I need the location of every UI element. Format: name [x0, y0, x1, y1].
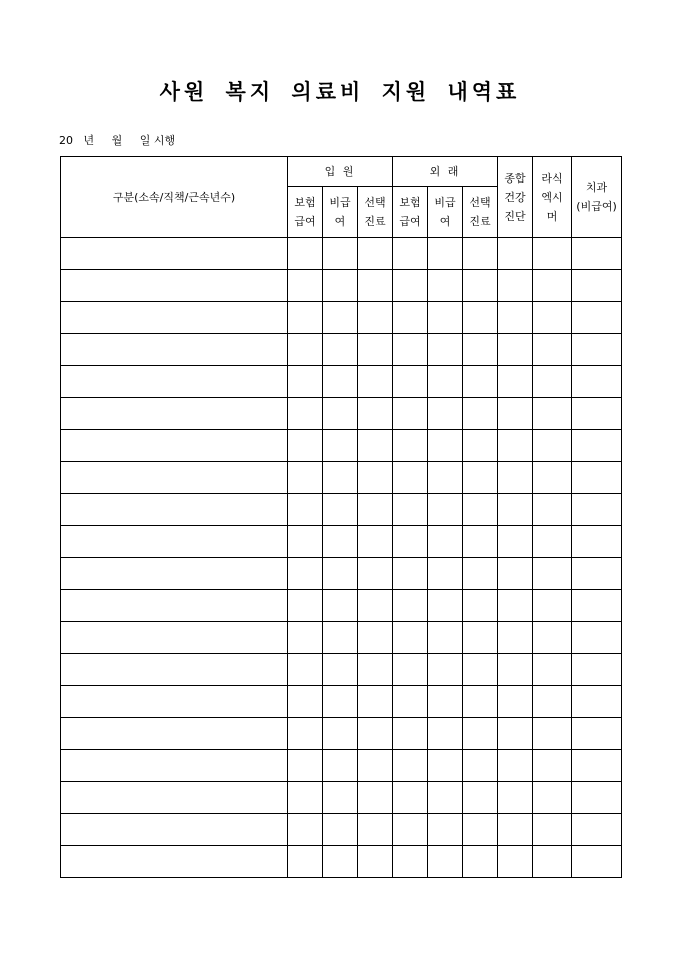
- inpatient-noncovered-cell[interactable]: [323, 334, 358, 366]
- table-row: [61, 302, 622, 334]
- dental-cell[interactable]: [572, 462, 622, 494]
- dental-cell[interactable]: [572, 590, 622, 622]
- outpatient-noncovered-cell[interactable]: [428, 494, 463, 526]
- health-checkup-cell[interactable]: [498, 686, 533, 718]
- table-row: [61, 718, 622, 750]
- outpatient-insured-cell[interactable]: [393, 238, 428, 270]
- health-checkup-cell[interactable]: [498, 622, 533, 654]
- inpatient-insured-cell[interactable]: [288, 366, 323, 398]
- effective-date-line: 20 년 월 일 시행: [59, 134, 176, 147]
- outpatient-header: 외 래: [393, 157, 498, 187]
- health-checkup-header: [498, 157, 533, 238]
- table-row: [61, 494, 622, 526]
- health-checkup-cell[interactable]: [498, 462, 533, 494]
- health-checkup-cell[interactable]: [498, 302, 533, 334]
- outpatient-insured-cell[interactable]: [393, 590, 428, 622]
- category-cell[interactable]: [61, 398, 288, 430]
- outpatient-noncovered-cell[interactable]: [428, 430, 463, 462]
- inpatient-noncovered-cell[interactable]: [323, 366, 358, 398]
- inpatient-elective-cell[interactable]: [358, 430, 393, 462]
- lasik-cell[interactable]: [533, 558, 572, 590]
- dental-cell[interactable]: [572, 398, 622, 430]
- dental-cell[interactable]: [572, 718, 622, 750]
- inpatient-elective-cell[interactable]: [358, 238, 393, 270]
- outpatient-elective-cell[interactable]: [463, 558, 498, 590]
- inpatient-insured-line2: 급여: [294, 215, 316, 228]
- inpatient-elective-cell[interactable]: [358, 718, 393, 750]
- outpatient-elective-cell[interactable]: [463, 430, 498, 462]
- inpatient-elective-line1: 선택: [364, 196, 386, 209]
- inpatient-insured-cell[interactable]: [288, 846, 323, 878]
- inpatient-elective-header: [358, 187, 393, 238]
- category-cell[interactable]: [61, 718, 288, 750]
- lasik-cell[interactable]: [533, 686, 572, 718]
- inpatient-insured-cell[interactable]: [288, 334, 323, 366]
- lasik-cell[interactable]: [533, 750, 572, 782]
- outpatient-noncovered-cell[interactable]: [428, 526, 463, 558]
- outpatient-elective-cell[interactable]: [463, 526, 498, 558]
- lasik-cell[interactable]: [533, 430, 572, 462]
- dental-cell[interactable]: [572, 494, 622, 526]
- inpatient-insured-cell[interactable]: [288, 462, 323, 494]
- lasik-line3: 머: [546, 209, 558, 223]
- category-cell[interactable]: [61, 238, 288, 270]
- inpatient-elective-cell[interactable]: [358, 270, 393, 302]
- health-checkup-cell[interactable]: [498, 846, 533, 878]
- outpatient-insured-cell[interactable]: [393, 334, 428, 366]
- table-row: [61, 334, 622, 366]
- lasik-cell[interactable]: [533, 718, 572, 750]
- inpatient-elective-cell[interactable]: [358, 846, 393, 878]
- health-checkup-cell[interactable]: [498, 526, 533, 558]
- lasik-cell[interactable]: [533, 654, 572, 686]
- outpatient-elective-cell[interactable]: [463, 302, 498, 334]
- lasik-cell[interactable]: [533, 334, 572, 366]
- inpatient-insured-header: [288, 187, 323, 238]
- dental-cell[interactable]: [572, 686, 622, 718]
- outpatient-insured-cell[interactable]: [393, 846, 428, 878]
- inpatient-elective-line2: 진료: [364, 215, 386, 228]
- inpatient-noncovered-cell[interactable]: [323, 398, 358, 430]
- inpatient-insured-cell[interactable]: [288, 398, 323, 430]
- category-cell[interactable]: [61, 782, 288, 814]
- table-row: [61, 398, 622, 430]
- inpatient-insured-cell[interactable]: [288, 430, 323, 462]
- outpatient-noncovered-cell[interactable]: [428, 750, 463, 782]
- lasik-cell[interactable]: [533, 814, 572, 846]
- outpatient-elective-cell[interactable]: [463, 750, 498, 782]
- inpatient-noncovered-line2: 여: [334, 215, 346, 228]
- lasik-line2: 엑시: [541, 190, 563, 204]
- inpatient-insured-cell[interactable]: [288, 654, 323, 686]
- dental-cell[interactable]: [572, 238, 622, 270]
- category-cell[interactable]: [61, 686, 288, 718]
- outpatient-noncovered-cell[interactable]: [428, 686, 463, 718]
- table-row: [61, 750, 622, 782]
- outpatient-insured-cell[interactable]: [393, 398, 428, 430]
- outpatient-insured-cell[interactable]: [393, 430, 428, 462]
- outpatient-noncovered-cell[interactable]: [428, 334, 463, 366]
- table-row: [61, 526, 622, 558]
- outpatient-noncovered-cell[interactable]: [428, 590, 463, 622]
- outpatient-noncovered-cell[interactable]: [428, 622, 463, 654]
- table-row: [61, 462, 622, 494]
- inpatient-insured-cell[interactable]: [288, 782, 323, 814]
- outpatient-noncovered-cell[interactable]: [428, 558, 463, 590]
- table-row: [61, 846, 622, 878]
- outpatient-noncovered-cell[interactable]: [428, 782, 463, 814]
- outpatient-noncovered-cell[interactable]: [428, 462, 463, 494]
- inpatient-elective-cell[interactable]: [358, 462, 393, 494]
- health-checkup-cell[interactable]: [498, 334, 533, 366]
- health-checkup-cell[interactable]: [498, 430, 533, 462]
- inpatient-elective-cell[interactable]: [358, 494, 393, 526]
- outpatient-elective-cell[interactable]: [463, 814, 498, 846]
- inpatient-insured-cell[interactable]: [288, 558, 323, 590]
- outpatient-noncovered-cell[interactable]: [428, 366, 463, 398]
- lasik-cell[interactable]: [533, 398, 572, 430]
- outpatient-elective-cell[interactable]: [463, 654, 498, 686]
- outpatient-noncovered-cell[interactable]: [428, 654, 463, 686]
- table-row: [61, 558, 622, 590]
- lasik-cell[interactable]: [533, 782, 572, 814]
- table-row: [61, 814, 622, 846]
- outpatient-elective-cell[interactable]: [463, 334, 498, 366]
- health-checkup-cell[interactable]: [498, 398, 533, 430]
- inpatient-noncovered-cell[interactable]: [323, 270, 358, 302]
- health-checkup-cell[interactable]: [498, 750, 533, 782]
- outpatient-insured-cell[interactable]: [393, 302, 428, 334]
- health-checkup-cell[interactable]: [498, 494, 533, 526]
- lasik-header: [533, 157, 572, 238]
- health-checkup-cell[interactable]: [498, 814, 533, 846]
- inpatient-elective-cell[interactable]: [358, 334, 393, 366]
- outpatient-insured-line2: 급여: [399, 215, 421, 228]
- lasik-cell[interactable]: [533, 462, 572, 494]
- outpatient-insured-header: [393, 187, 428, 238]
- category-cell[interactable]: [61, 590, 288, 622]
- outpatient-insured-cell[interactable]: [393, 782, 428, 814]
- lasik-cell[interactable]: [533, 622, 572, 654]
- inpatient-insured-cell[interactable]: [288, 622, 323, 654]
- inpatient-insured-cell[interactable]: [288, 686, 323, 718]
- outpatient-elective-cell[interactable]: [463, 270, 498, 302]
- lasik-cell[interactable]: [533, 238, 572, 270]
- inpatient-noncovered-cell[interactable]: [323, 238, 358, 270]
- inpatient-elective-cell[interactable]: [358, 302, 393, 334]
- lasik-cell[interactable]: [533, 302, 572, 334]
- inpatient-elective-cell[interactable]: [358, 654, 393, 686]
- inpatient-header: 입 원: [288, 157, 393, 187]
- inpatient-elective-cell[interactable]: [358, 622, 393, 654]
- inpatient-noncovered-cell[interactable]: [323, 430, 358, 462]
- table-row: [61, 270, 622, 302]
- inpatient-elective-cell[interactable]: [358, 814, 393, 846]
- inpatient-elective-cell[interactable]: [358, 686, 393, 718]
- outpatient-noncovered-cell[interactable]: [428, 302, 463, 334]
- dental-cell[interactable]: [572, 558, 622, 590]
- dental-cell[interactable]: [572, 846, 622, 878]
- outpatient-insured-cell[interactable]: [393, 270, 428, 302]
- inpatient-noncovered-cell[interactable]: [323, 590, 358, 622]
- table-row: [61, 686, 622, 718]
- category-cell[interactable]: [61, 462, 288, 494]
- inpatient-elective-cell[interactable]: [358, 750, 393, 782]
- outpatient-elective-cell[interactable]: [463, 622, 498, 654]
- outpatient-insured-cell[interactable]: [393, 558, 428, 590]
- dental-line2: (비급여): [576, 200, 617, 213]
- outpatient-elective-cell[interactable]: [463, 782, 498, 814]
- inpatient-noncovered-cell[interactable]: [323, 846, 358, 878]
- category-cell[interactable]: [61, 526, 288, 558]
- outpatient-elective-cell[interactable]: [463, 686, 498, 718]
- health-checkup-cell[interactable]: [498, 238, 533, 270]
- category-cell[interactable]: [61, 750, 288, 782]
- health-checkup-cell[interactable]: [498, 782, 533, 814]
- document-title: 사원 복지 의료비 지원 내역표: [159, 79, 521, 104]
- inpatient-insured-cell[interactable]: [288, 526, 323, 558]
- category-cell[interactable]: [61, 814, 288, 846]
- inpatient-noncovered-cell[interactable]: [323, 494, 358, 526]
- inpatient-insured-cell[interactable]: [288, 494, 323, 526]
- outpatient-insured-cell[interactable]: [393, 622, 428, 654]
- inpatient-elective-cell[interactable]: [358, 782, 393, 814]
- health-checkup-cell[interactable]: [498, 718, 533, 750]
- inpatient-noncovered-cell[interactable]: [323, 814, 358, 846]
- outpatient-elective-header: [463, 187, 498, 238]
- outpatient-insured-cell[interactable]: [393, 718, 428, 750]
- inpatient-elective-cell[interactable]: [358, 558, 393, 590]
- dental-cell[interactable]: [572, 526, 622, 558]
- inpatient-insured-cell[interactable]: [288, 718, 323, 750]
- category-cell[interactable]: [61, 430, 288, 462]
- inpatient-noncovered-cell[interactable]: [323, 750, 358, 782]
- outpatient-insured-cell[interactable]: [393, 366, 428, 398]
- category-cell[interactable]: [61, 654, 288, 686]
- outpatient-elective-cell[interactable]: [463, 398, 498, 430]
- outpatient-elective-cell[interactable]: [463, 494, 498, 526]
- health-checkup-line2: 건강: [504, 190, 526, 204]
- outpatient-insured-cell[interactable]: [393, 750, 428, 782]
- lasik-cell[interactable]: [533, 526, 572, 558]
- outpatient-elective-cell[interactable]: [463, 846, 498, 878]
- medical-expense-table: [60, 156, 622, 878]
- outpatient-insured-cell[interactable]: [393, 526, 428, 558]
- table-row: [61, 590, 622, 622]
- outpatient-elective-cell[interactable]: [463, 366, 498, 398]
- outpatient-insured-cell[interactable]: [393, 686, 428, 718]
- lasik-cell[interactable]: [533, 590, 572, 622]
- inpatient-insured-cell[interactable]: [288, 750, 323, 782]
- inpatient-insured-cell[interactable]: [288, 590, 323, 622]
- inpatient-noncovered-line1: 비급: [329, 196, 351, 209]
- outpatient-noncovered-cell[interactable]: [428, 238, 463, 270]
- table-row: [61, 366, 622, 398]
- outpatient-noncovered-line2: 여: [439, 215, 451, 228]
- outpatient-elective-line2: 진료: [469, 215, 491, 228]
- lasik-cell[interactable]: [533, 366, 572, 398]
- dental-header: [572, 157, 622, 238]
- table-row: [61, 654, 622, 686]
- inpatient-noncovered-cell[interactable]: [323, 782, 358, 814]
- inpatient-noncovered-cell[interactable]: [323, 558, 358, 590]
- outpatient-insured-line1: 보험: [399, 196, 421, 209]
- dental-cell[interactable]: [572, 814, 622, 846]
- outpatient-elective-cell[interactable]: [463, 718, 498, 750]
- inpatient-elective-cell[interactable]: [358, 398, 393, 430]
- outpatient-insured-cell[interactable]: [393, 814, 428, 846]
- outpatient-insured-cell[interactable]: [393, 462, 428, 494]
- outpatient-insured-cell[interactable]: [393, 654, 428, 686]
- dental-cell[interactable]: [572, 750, 622, 782]
- dental-cell[interactable]: [572, 782, 622, 814]
- category-cell[interactable]: [61, 366, 288, 398]
- lasik-cell[interactable]: [533, 270, 572, 302]
- lasik-cell[interactable]: [533, 494, 572, 526]
- health-checkup-cell[interactable]: [498, 558, 533, 590]
- dental-line1: 치과: [585, 181, 608, 194]
- table-row: [61, 430, 622, 462]
- category-header: 구분(소속/직책/근속년수): [61, 157, 288, 238]
- outpatient-noncovered-header: [428, 187, 463, 238]
- health-checkup-cell[interactable]: [498, 654, 533, 686]
- inpatient-noncovered-header: [323, 187, 358, 238]
- inpatient-elective-cell[interactable]: [358, 526, 393, 558]
- category-cell[interactable]: [61, 270, 288, 302]
- inpatient-noncovered-cell[interactable]: [323, 462, 358, 494]
- category-cell[interactable]: [61, 302, 288, 334]
- dental-cell[interactable]: [572, 654, 622, 686]
- health-checkup-line1: 종합: [504, 171, 526, 185]
- table-row: [61, 782, 622, 814]
- dental-cell[interactable]: [572, 430, 622, 462]
- inpatient-noncovered-cell[interactable]: [323, 622, 358, 654]
- dental-cell[interactable]: [572, 622, 622, 654]
- inpatient-noncovered-cell[interactable]: [323, 302, 358, 334]
- outpatient-insured-cell[interactable]: [393, 494, 428, 526]
- outpatient-noncovered-cell[interactable]: [428, 270, 463, 302]
- lasik-cell[interactable]: [533, 846, 572, 878]
- health-checkup-line3: 진단: [504, 209, 526, 223]
- outpatient-elective-cell[interactable]: [463, 590, 498, 622]
- outpatient-noncovered-cell[interactable]: [428, 846, 463, 878]
- inpatient-noncovered-cell[interactable]: [323, 654, 358, 686]
- outpatient-noncovered-cell[interactable]: [428, 814, 463, 846]
- category-cell[interactable]: [61, 622, 288, 654]
- category-cell[interactable]: [61, 846, 288, 878]
- table-row: [61, 622, 622, 654]
- inpatient-noncovered-cell[interactable]: [323, 718, 358, 750]
- category-cell[interactable]: [61, 494, 288, 526]
- health-checkup-cell[interactable]: [498, 366, 533, 398]
- outpatient-noncovered-cell[interactable]: [428, 398, 463, 430]
- outpatient-noncovered-cell[interactable]: [428, 718, 463, 750]
- category-cell[interactable]: [61, 558, 288, 590]
- outpatient-noncovered-line1: 비급: [434, 196, 456, 209]
- inpatient-noncovered-cell[interactable]: [323, 686, 358, 718]
- inpatient-insured-cell[interactable]: [288, 302, 323, 334]
- lasik-line1: 라식: [541, 171, 563, 185]
- health-checkup-cell[interactable]: [498, 270, 533, 302]
- inpatient-insured-cell[interactable]: [288, 238, 323, 270]
- inpatient-insured-line1: 보험: [294, 196, 316, 209]
- inpatient-noncovered-cell[interactable]: [323, 526, 358, 558]
- outpatient-elective-cell[interactable]: [463, 462, 498, 494]
- outpatient-elective-cell[interactable]: [463, 238, 498, 270]
- inpatient-elective-cell[interactable]: [358, 590, 393, 622]
- inpatient-elective-cell[interactable]: [358, 366, 393, 398]
- dental-cell[interactable]: [572, 270, 622, 302]
- health-checkup-cell[interactable]: [498, 590, 533, 622]
- table-row: [61, 238, 622, 270]
- dental-cell[interactable]: [572, 302, 622, 334]
- category-cell[interactable]: [61, 334, 288, 366]
- inpatient-insured-cell[interactable]: [288, 814, 323, 846]
- outpatient-elective-line1: 선택: [469, 196, 491, 209]
- dental-cell[interactable]: [572, 334, 622, 366]
- inpatient-insured-cell[interactable]: [288, 270, 323, 302]
- dental-cell[interactable]: [572, 366, 622, 398]
